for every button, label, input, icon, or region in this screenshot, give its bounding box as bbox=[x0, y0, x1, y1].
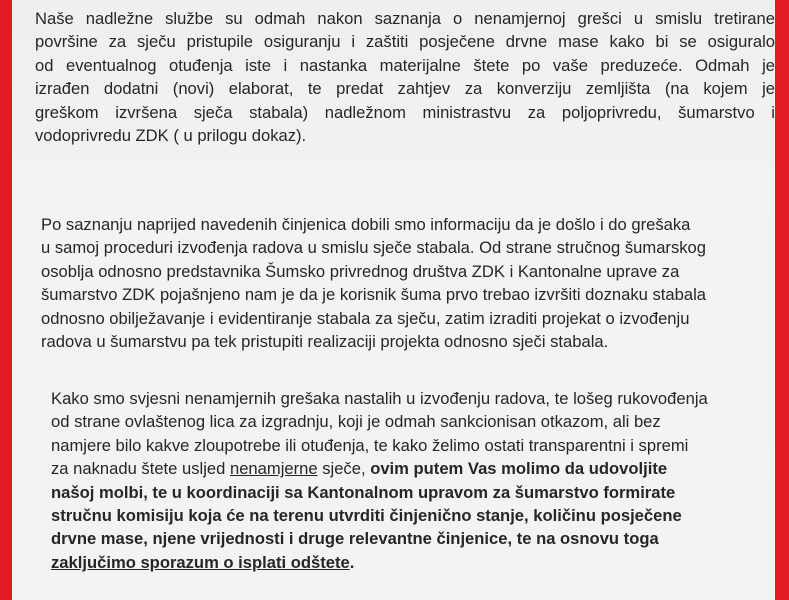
line-text: za naknadu štete usljed bbox=[51, 459, 230, 479]
text-line: osoblja odnosno predstavnika Šumsko privrednog društva ZDK i Kantonalne uprave za bbox=[41, 261, 680, 281]
text-line: greškom izvršena sječa stabala) nadležnom ministrastvu za poljoprivredu, šumarstvo i bbox=[35, 102, 775, 122]
underlined-word: nenamjerne bbox=[229, 459, 318, 479]
text-line: Kako smo svjesni nenamjernih grešaka nastalih u izvođenju radova, te lošeg rukovođenja bbox=[51, 389, 708, 408]
text-line: Po saznanju naprijed navedenih činjenica dobili smo informaciju da je došlo i do grešaka bbox=[41, 215, 691, 234]
document-photo bbox=[12, 0, 775, 600]
text-line bbox=[51, 551, 773, 574]
text-line: namjere bilo kakve zloupotrebe ili otuđenja, te kako želimo ostati transparentni i spremi bbox=[51, 435, 689, 455]
paragraph-2 bbox=[41, 213, 775, 353]
line-text: . bbox=[349, 552, 355, 572]
text-line: radova u šumarstvu pa tek pristupiti realizaciji projekta odnosno sječi stabala. bbox=[41, 332, 609, 352]
text-line: šumarstvo ZDK pojašnjeno nam je da je korisnik šuma prvo trebao izvršiti doznaku stabala bbox=[41, 285, 706, 305]
paragraph-1 bbox=[35, 7, 775, 147]
line-text: sječe, bbox=[317, 459, 371, 479]
bold-line: stručnu komisiju koja će na terenu utvrditi činjenično stanje, količinu posječene bbox=[51, 506, 682, 526]
text-line bbox=[51, 457, 773, 480]
text-line: izrađen dodatni (novi) elaborat, te predat zahtjev za konverziju zemljišta (na kojem je bbox=[35, 79, 775, 99]
text-line: od strane ovlaštenog lica za izgradnju, koji je odmah sankcionisan otkazom, ali bez bbox=[51, 412, 661, 432]
text-line: površine za sječu pristupile osiguranju i zaštiti posječene drvne mase kako bi se osiguralo bbox=[35, 32, 775, 52]
text-line: od eventualnog otuđenja iste i nastanka materijalne štete po vaše preduzeće. Odmah je bbox=[35, 55, 775, 75]
bold-line: drvne mase, njene vrijednosti i druge relevantne činjenice, te na osnovu toga bbox=[51, 529, 659, 549]
bold-underlined-phrase: zaključimo sporazum o isplati odštete bbox=[51, 552, 350, 572]
bold-request: ovim putem Vas molimo da udovoljite bbox=[370, 459, 668, 479]
text-line: vodoprivredu ZDK ( u prilogu dokaz). bbox=[35, 126, 307, 146]
bold-line: našoj molbi, te u koordinaciji sa Kantonalnom upravom za šumarstvo formirate bbox=[51, 482, 676, 502]
paragraph-3 bbox=[51, 387, 773, 574]
text-line: odnosno obilježavanje i evidentiranje stabala za sječu, zatim izraditi projekat o izvođenju bbox=[41, 308, 690, 328]
text-line: Naše nadležne službe su odmah nakon saznanja o nenamjernoj grešci u smislu tretirane bbox=[35, 9, 775, 28]
text-line: u samoj proceduri izvođenja radova u smislu sječe stabala. Od strane stručnog šumarskog bbox=[41, 238, 706, 258]
